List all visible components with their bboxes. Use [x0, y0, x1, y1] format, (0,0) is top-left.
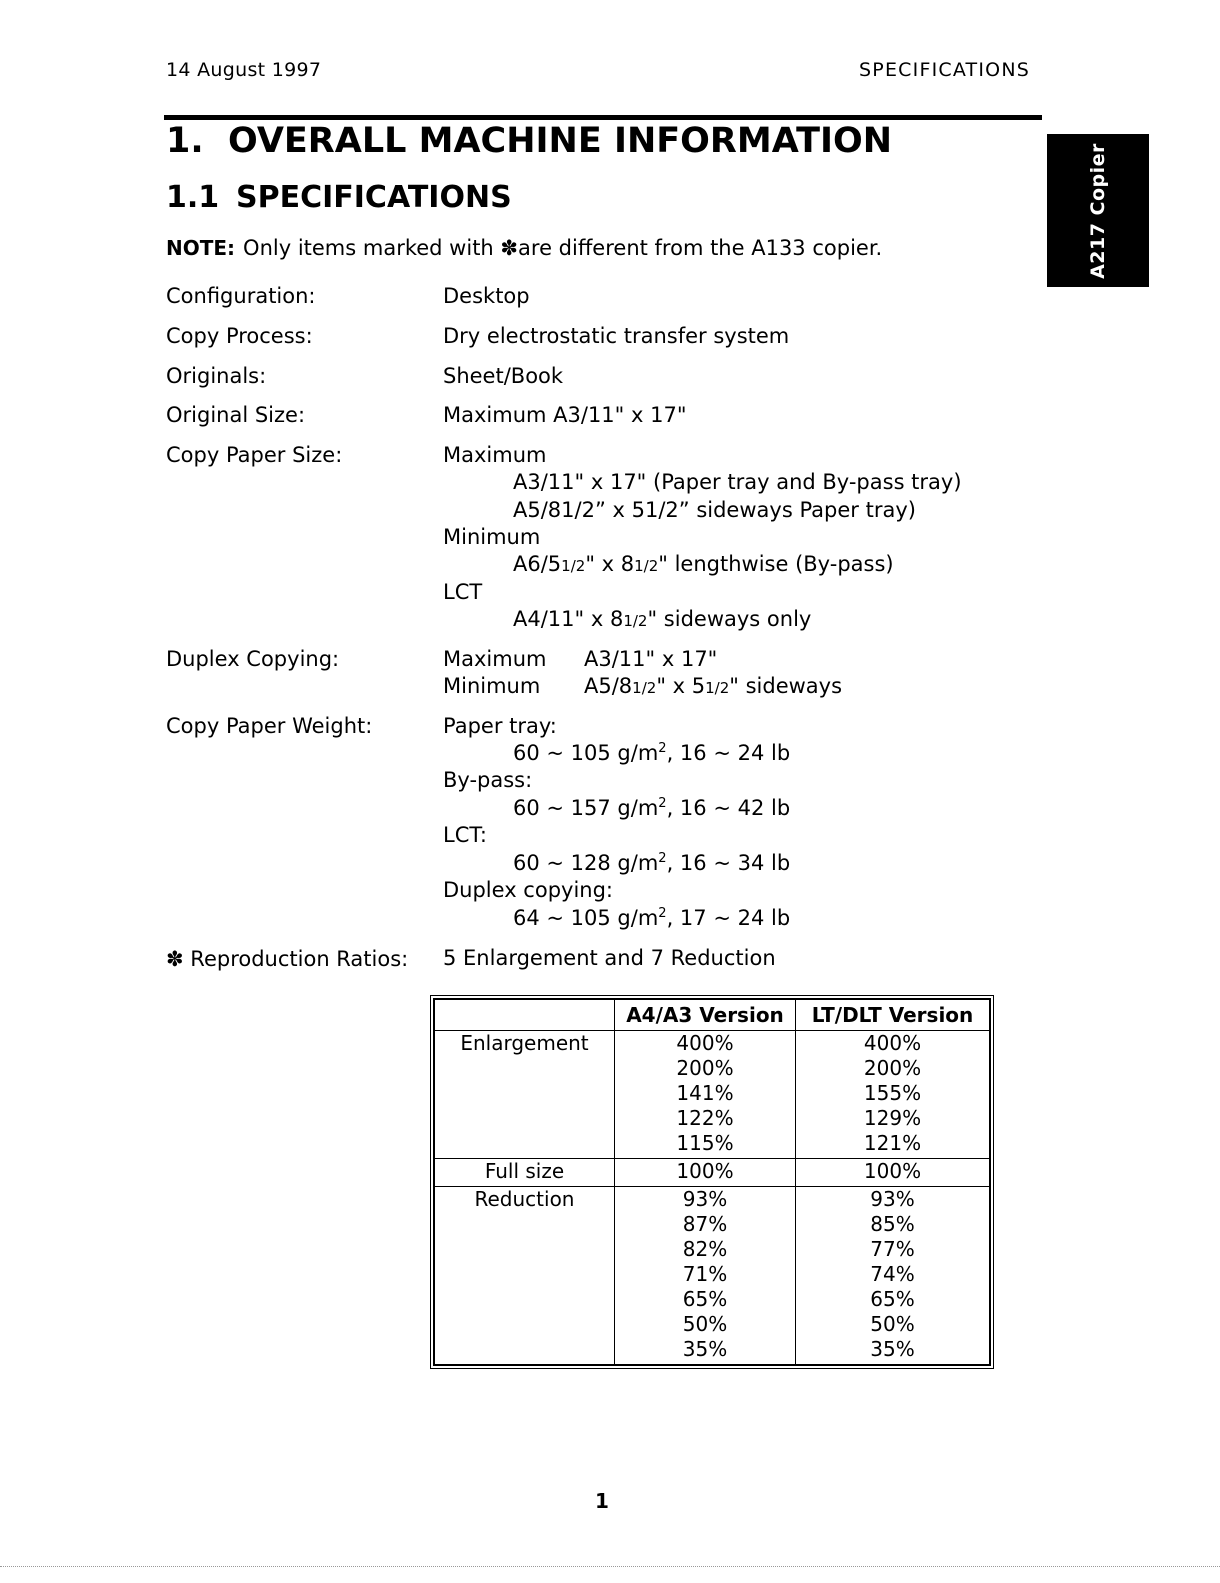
paper-size-max-line-1: A3/11" x 17" (Paper tray and By-pass tray) [513, 470, 962, 494]
header-section: SPECIFICATIONS [859, 59, 1030, 81]
weight-paper-tray-label: Paper tray: [443, 714, 557, 738]
table-row-full-size [435, 1159, 990, 1187]
duplex-min-label: Minimum [443, 674, 541, 698]
spec-label-copy-paper-size: Copy Paper Size: [166, 443, 343, 467]
spec-value-configuration: Desktop [443, 284, 530, 308]
weight-duplex-label: Duplex copying: [443, 878, 613, 902]
subtitle-number: 1.1 [166, 180, 220, 215]
note-label: NOTE: [166, 236, 236, 260]
paper-size-maximum-label: Maximum [443, 443, 547, 467]
weight-lct-label: LCT: [443, 823, 487, 847]
spec-label-originals: Originals: [166, 364, 267, 388]
weight-paper-tray-value: 60 ~ 105 $g/m^2$, 16 ~ 24 lb [513, 741, 791, 765]
page-bottom-divider [0, 1566, 1220, 1567]
reproduction-ratio-table [430, 995, 994, 1369]
table-header-row [435, 1000, 990, 1031]
subtitle-text: SPECIFICATIONS [236, 180, 512, 215]
duplex-max-value: A3/11" x 17" [584, 647, 718, 671]
spec-label-configuration: Configuration: [166, 284, 316, 308]
spec-label-original-size: Original Size: [166, 403, 306, 427]
row-label-enlargement: Enlargement [435, 1031, 615, 1159]
full-size-a4-value: 100% [615, 1159, 796, 1187]
table-row-enlargement [435, 1031, 990, 1159]
enlargement-lt-values: 400% 200% 155% 129% 121% [796, 1031, 990, 1159]
header-date: 14 August 1997 [166, 59, 322, 81]
section-title [166, 180, 512, 215]
weight-duplex-value: 64 ~ 105 $g/m^2$, 17 ~ 24 lb [513, 906, 791, 930]
row-label-full-size: Full size [435, 1159, 615, 1187]
reduction-a4-values: 93% 87% 82% 71% 65% 50% 35% [615, 1187, 796, 1365]
table-header-lt: LT/DLT Version [796, 1000, 990, 1031]
side-tab [1047, 134, 1149, 287]
asterisk-icon: ✽ [500, 236, 519, 260]
table-header-blank [435, 1000, 615, 1031]
side-tab-label: A217 Copier [1087, 142, 1109, 279]
spec-value-original-size: Maximum A3/11" x 17" [443, 403, 687, 427]
header-rule [164, 115, 1042, 120]
weight-bypass-value: 60 ~ 157 $g/m^2$, 16 ~ 42 lb [513, 796, 791, 820]
title-text: OVERALL MACHINE INFORMATION [228, 121, 893, 161]
full-size-lt-value: 100% [796, 1159, 990, 1187]
paper-size-max-line-2: A5/81/2” x 51/2” sideways Paper tray) [513, 498, 916, 522]
page-number: 1 [595, 1489, 609, 1513]
enlargement-a4-values: 400% 200% 141% 122% 115% [615, 1031, 796, 1159]
spec-value-originals: Sheet/Book [443, 364, 564, 388]
note [166, 236, 882, 260]
paper-size-min-line-1: A6/51/2" x 81/2" lengthwise (By-pass) [513, 552, 894, 576]
duplex-min-value: A5/81/2" x 51/2" sideways [584, 674, 843, 698]
page-title [166, 121, 892, 161]
spec-label-duplex-copying: Duplex Copying: [166, 647, 340, 671]
spec-label-copy-paper-weight: Copy Paper Weight: [166, 714, 373, 738]
duplex-max-label: Maximum [443, 647, 547, 671]
asterisk-icon: ✽ [166, 947, 184, 971]
table-row-reduction [435, 1187, 990, 1365]
note-text-after: are different from the A133 copier. [518, 236, 883, 260]
spec-label-reproduction-ratios: ✽ Reproduction Ratios: [166, 947, 409, 971]
table-header-a4: A4/A3 Version [615, 1000, 796, 1031]
weight-bypass-label: By-pass: [443, 768, 533, 792]
paper-size-minimum-label: Minimum [443, 525, 541, 549]
paper-size-lct-label: LCT [443, 580, 483, 604]
spec-label-copy-process: Copy Process: [166, 324, 313, 348]
paper-size-lct-line: A4/11" x 81/2" sideways only [513, 607, 812, 631]
reduction-lt-values: 93% 85% 77% 74% 65% 50% 35% [796, 1187, 990, 1365]
spec-value-copy-process: Dry electrostatic transfer system [443, 324, 790, 348]
spec-value-reproduction-ratios: 5 Enlargement and 7 Reduction [443, 946, 776, 970]
note-text-before: Only items marked with [243, 236, 494, 260]
row-label-reduction: Reduction [435, 1187, 615, 1365]
weight-lct-value: 60 ~ 128 $g/m^2$, 16 ~ 34 lb [513, 851, 791, 875]
title-number: 1. [166, 121, 204, 161]
